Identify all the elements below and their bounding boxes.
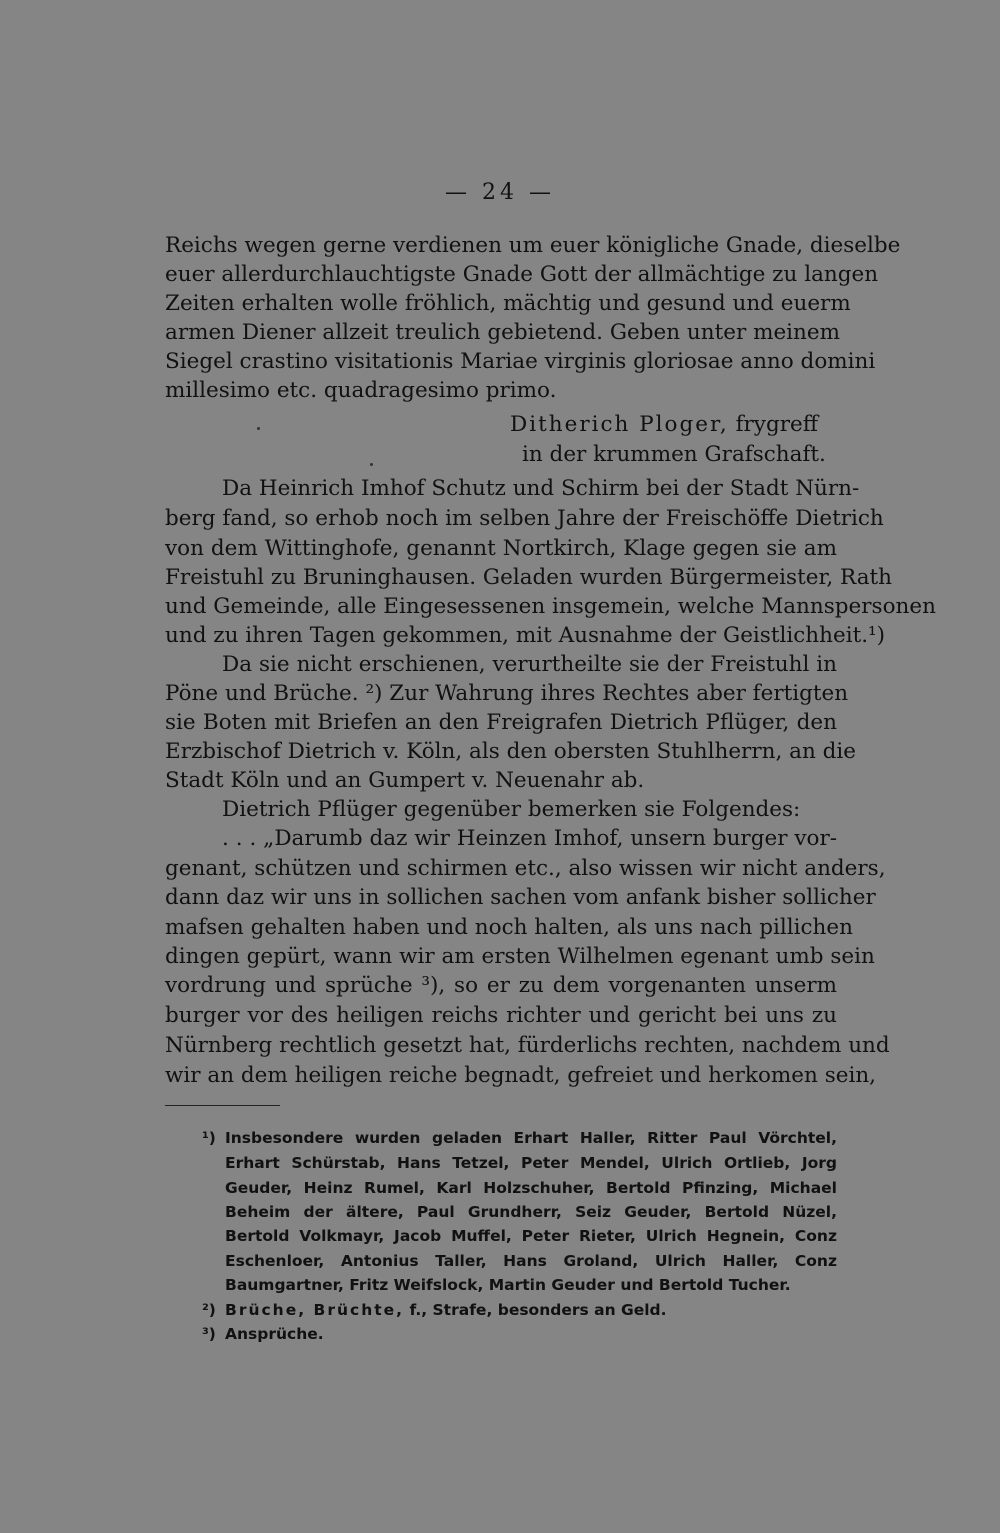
text-line: von dem Wittinghofe, genannt Nortkirch, Klage gegen sie am bbox=[165, 536, 837, 561]
signature-title: frygreff bbox=[728, 412, 818, 437]
quote-line: wir an dem heiligen reiche begnadt, gefreiet und herkomen sein, bbox=[165, 1063, 877, 1088]
footnote-line: Ansprüche. bbox=[225, 1325, 324, 1343]
page-number: — 24 — bbox=[445, 180, 555, 205]
text-line: Freistuhl zu Bruninghausen. Geladen wurden Bürgermeister, Rath bbox=[165, 565, 893, 590]
quote-line: genant, schützen und schirmen etc., also wissen wir nicht anders, bbox=[165, 856, 886, 881]
footnote-line: Erhart Schürstab, Hans Tetzel, Peter Mendel, Ulrich Ortlieb, Jorg bbox=[225, 1154, 837, 1172]
text-line: Zeiten erhalten wolle fröhlich, mächtig und gesund und euerm bbox=[165, 291, 851, 316]
footnote-line: Eschenloer, Antonius Taller, Hans Groland, Ulrich Haller, Conz bbox=[225, 1252, 837, 1270]
quote-line: vordrung und sprüche ³), so er zu dem vorgenanten unserm bbox=[165, 973, 837, 998]
footnote-line: Beheim der ältere, Paul Grundherr, Seiz Geuder, Bertold Nüzel, bbox=[225, 1203, 837, 1221]
signature-line bbox=[510, 410, 818, 439]
text-line: berg fand, so erhob noch im selben Jahre der Freischöffe Dietrich bbox=[165, 506, 884, 531]
signature-line-2: in der krummen Grafschaft. bbox=[522, 442, 826, 467]
quote-line: Nürnberg rechtlich gesetzt hat, fürderlichs rechten, nachdem und bbox=[165, 1033, 890, 1058]
quote-line: dingen gepürt, wann wir am ersten Wilhelmen egenant umb sein bbox=[165, 944, 875, 969]
quote-line: dann daz wir uns in sollichen sachen vom anfank bisher sollicher bbox=[165, 885, 876, 910]
footnote-term: Brüche, Brüchte, bbox=[225, 1301, 405, 1319]
text-line: Reichs wegen gerne verdienen um euer königliche Gnade, dieselbe bbox=[165, 233, 901, 258]
text-line: Da Heinrich Imhof Schutz und Schirm bei der Stadt Nürn- bbox=[222, 476, 860, 501]
print-speck bbox=[370, 463, 373, 466]
text-line: sie Boten mit Briefen an den Freigrafen Dietrich Pflüger, den bbox=[165, 710, 837, 735]
text-line: und zu ihren Tagen gekommen, mit Ausnahme der Geistlichheit.¹) bbox=[165, 623, 886, 648]
print-speck bbox=[257, 427, 260, 430]
footnote-line: Baumgartner, Fritz Weifslock, Martin Geuder und Bertold Tucher. bbox=[225, 1276, 791, 1294]
text-line: Pöne und Brüche. ²) Zur Wahrung ihres Rechtes aber fertigten bbox=[165, 681, 849, 706]
text-line: Siegel crastino visitationis Mariae virginis gloriosae anno domini bbox=[165, 349, 876, 374]
footnote-line: Insbesondere wurden geladen Erhart Haller, Ritter Paul Vörchtel, bbox=[225, 1129, 837, 1147]
text-line: Dietrich Pflüger gegenüber bemerken sie Folgendes: bbox=[222, 797, 801, 822]
footnote-mark: ³) bbox=[202, 1325, 216, 1343]
footnote-line: Geuder, Heinz Rumel, Karl Holzschuher, Bertold Pfinzing, Michael bbox=[225, 1179, 837, 1197]
footnote-rule bbox=[165, 1105, 280, 1106]
quote-line: mafsen gehalten haben und noch halten, als uns nach pillichen bbox=[165, 915, 853, 940]
text-line: millesimo etc. quadragesimo primo. bbox=[165, 378, 557, 403]
quote-line: burger vor des heiligen reichs richter und gericht bei uns zu bbox=[165, 1003, 837, 1028]
footnote-line: Bertold Volkmayr, Jacob Muffel, Peter Rieter, Ulrich Hegnein, Conz bbox=[225, 1227, 837, 1245]
text-line: Stadt Köln und an Gumpert v. Neuenahr ab. bbox=[165, 768, 645, 793]
quote-line: . . . „Darumb daz wir Heinzen Imhof, unsern burger vor- bbox=[222, 826, 837, 851]
footnote-mark: ¹) bbox=[202, 1129, 216, 1147]
footnote-text: f., Strafe, besonders an Geld. bbox=[404, 1301, 667, 1319]
text-line: euer allerdurchlauchtigste Gnade Gott der allmächtige zu langen bbox=[165, 262, 879, 287]
text-line: Da sie nicht erschienen, verurtheilte sie der Freistuhl in bbox=[222, 652, 837, 677]
footnote-line bbox=[225, 1298, 837, 1323]
footnote-mark: ²) bbox=[202, 1301, 216, 1319]
text-line: armen Diener allzeit treulich gebietend. Geben unter meinem bbox=[165, 320, 841, 345]
text-line: und Gemeinde, alle Eingesessenen insgemein, welche Mannspersonen bbox=[165, 594, 936, 619]
text-line: Erzbischof Dietrich v. Köln, als den obersten Stuhlherrn, an die bbox=[165, 739, 856, 764]
signature-name: Ditherich Ploger, bbox=[510, 412, 729, 437]
